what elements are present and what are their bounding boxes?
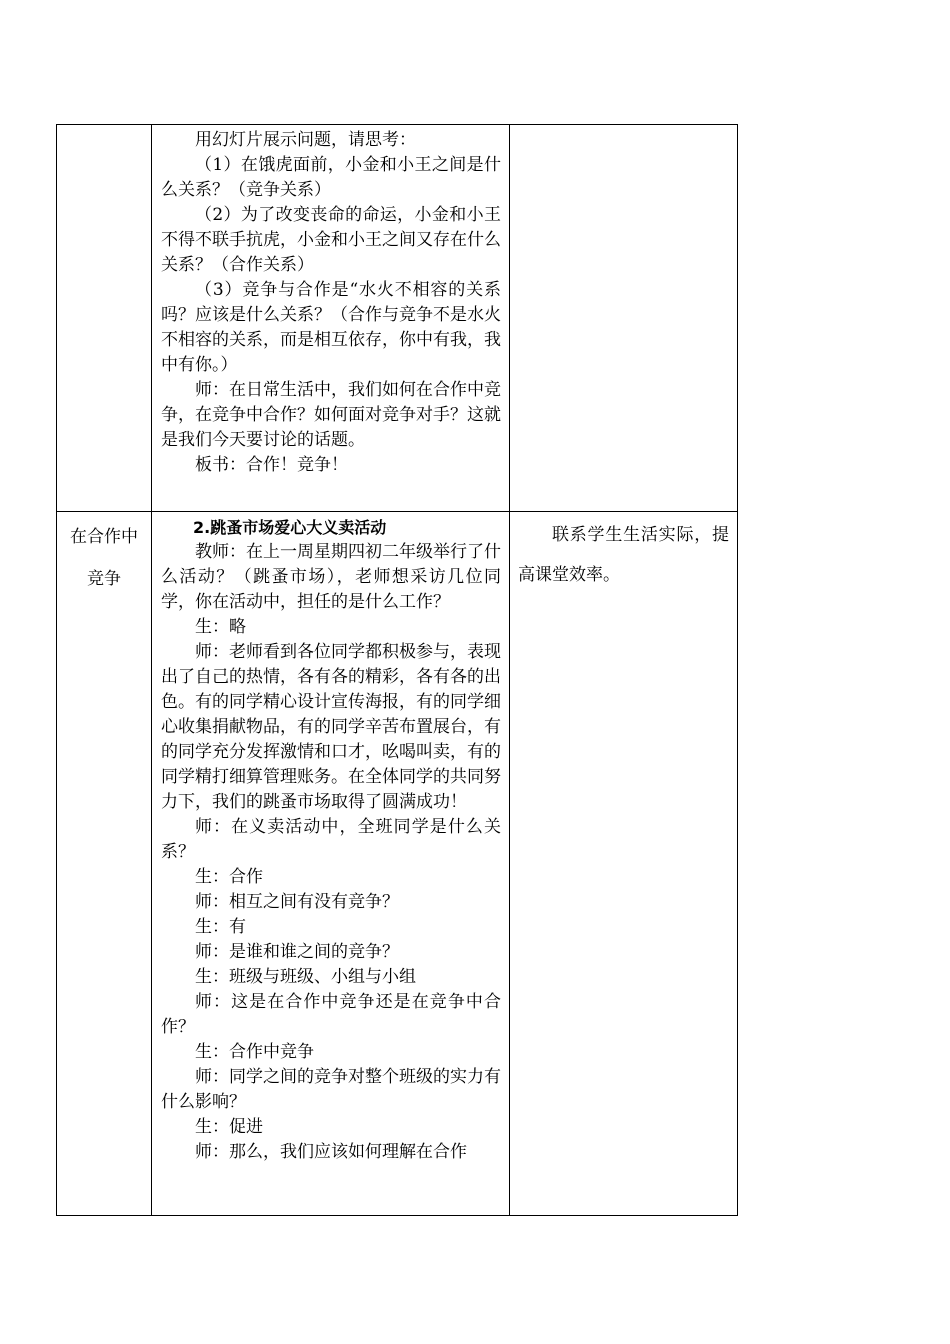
design-intent-cell: [510, 125, 738, 512]
activity-cell: [152, 512, 510, 1216]
paragraph: 师：相互之间有没有竞争？: [195, 892, 399, 912]
activity-cell: [152, 125, 510, 512]
paragraph: 生：合作中竞争: [195, 1042, 314, 1062]
section-title-cell: [57, 125, 152, 512]
paragraph: 师：那么，我们应该如何理解在合作: [195, 1142, 467, 1162]
paragraph: 生：有: [195, 917, 246, 937]
paragraph: 师：在义卖活动中，全班同学是什么关系？: [161, 817, 501, 862]
table-row: [57, 512, 738, 1216]
paragraph: （3）竞争与合作是“水火不相容的关系吗？应该是什么关系？（合作与竞争不是水火不相容的关系，而是相互依存，你中有我，我中有你。）: [161, 280, 501, 375]
paragraph: 师：同学之间的竞争对整个班级的实力有什么影响？: [161, 1067, 501, 1112]
paragraph: 师：在日常生活中，我们如何在合作中竞争，在竞争中合作？如何面对竞争对手？这就是我们今天要讨论的话题。: [161, 380, 501, 450]
lesson-plan-table: [56, 124, 738, 1216]
paragraph: 师：老师看到各位同学都积极参与，表现出了自己的热情，各有各的精彩，各有各的出色。有的同学精心设计宣传海报，有的同学细心收集捐献物品，有的同学辛苦布置展台，有的同学充分发挥激情和口才，吆喝叫卖，有的同学精打细算管理账务。在全体同学的共同努力下，我们的跳蚤市场取得了圆满成功！: [161, 642, 501, 812]
paragraph: 生：促进: [195, 1117, 263, 1137]
design-intent-cell: [510, 512, 738, 1216]
paragraph: 板书：合作！竞争！: [195, 455, 348, 475]
paragraph: 教师：在上一周星期四初二年级举行了什么活动？（跳蚤市场），老师想采访几位同学，你在活动中，担任的是什么工作？: [161, 542, 501, 612]
paragraph: 师：是谁和谁之间的竞争？: [195, 942, 399, 962]
paragraph: （1）在饿虎面前，小金和小王之间是什么关系？（竞争关系）: [161, 155, 501, 200]
paragraph: 生：合作: [195, 867, 263, 887]
paragraph: 用幻灯片展示问题，请思考：: [195, 130, 416, 150]
paragraph: 生：班级与班级、小组与小组: [195, 967, 416, 987]
paragraph: 生：略: [195, 617, 246, 637]
section-title-cell: 在合作中竞争: [57, 512, 152, 1216]
table-row: [57, 125, 738, 512]
activity-heading: 2.跳蚤市场爱心大义卖活动: [193, 518, 387, 537]
paragraph: 师：这是在合作中竞争还是在竞争中合作？: [161, 992, 501, 1037]
design-intent-note: 联系学生生活实际，提高课堂效率。: [518, 525, 729, 585]
paragraph: （2）为了改变丧命的命运，小金和小王不得不联手抗虎，小金和小王之间又存在什么关系？（合作关系）: [161, 205, 501, 275]
